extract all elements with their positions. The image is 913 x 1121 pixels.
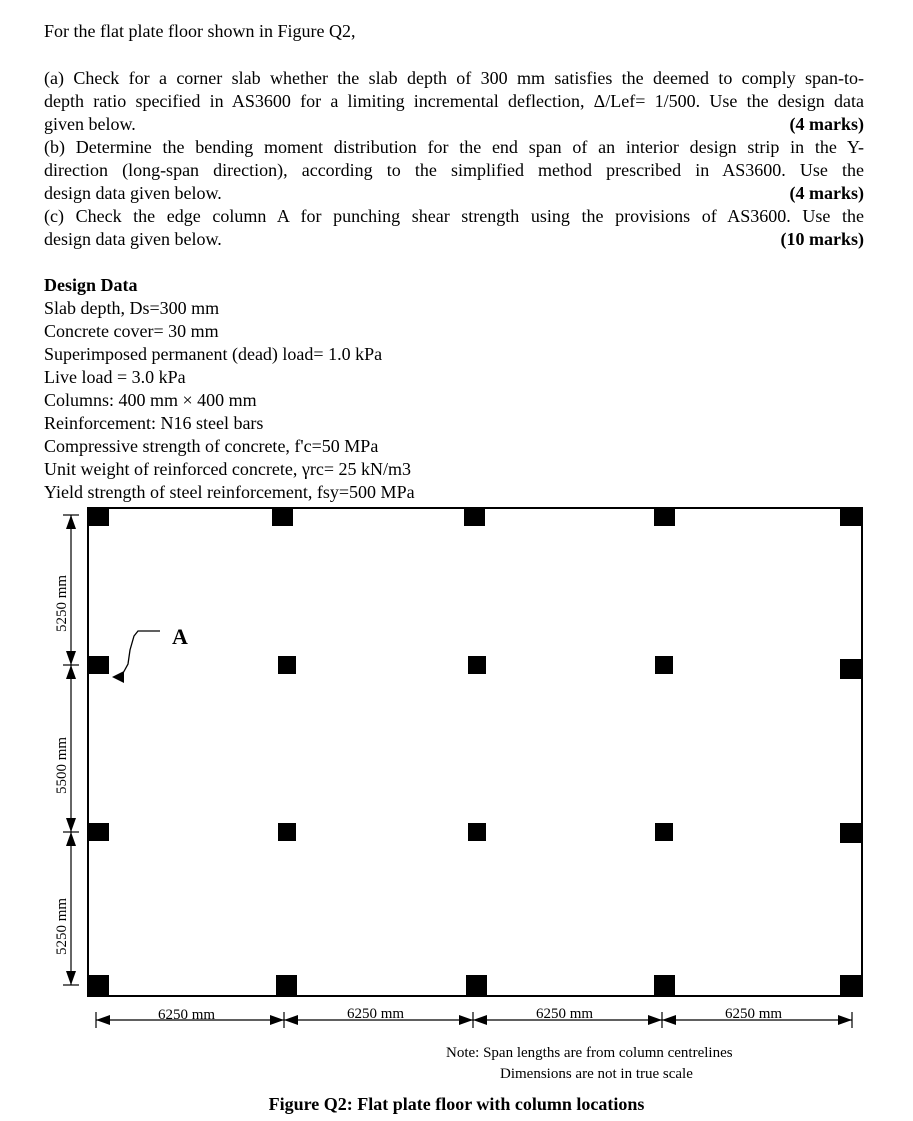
column [278,823,296,841]
column [468,656,486,674]
column [840,823,862,843]
column [468,823,486,841]
design-item-reinforcement: Reinforcement: N16 steel bars [44,413,264,433]
dim-horizontal-4: 6250 mm [725,1006,783,1022]
design-item-dead-load: Superimposed permanent (dead) load= 1.0 kPa [44,344,383,364]
column [278,656,296,674]
dim-vertical-1: 5250 mm [54,574,70,632]
part-b-marks: (4 marks) [789,183,864,203]
column [464,508,485,526]
figure-note-line-1: Note: Span lengths are from column centrelines [446,1045,733,1061]
design-item-live-load: Live load = 3.0 kPa [44,367,186,387]
design-item-unit-weight: Unit weight of reinforced concrete, γrc= 25 kN/m3 [44,459,411,479]
part-a-line-3: given below. [44,114,136,134]
column [655,656,673,674]
column [88,823,109,841]
design-item-cover: Concrete cover= 30 mm [44,321,219,341]
column [88,975,109,996]
column [840,508,862,526]
design-item-concrete-strength: Compressive strength of concrete, f'c=50 MPa [44,436,379,456]
column [840,975,862,996]
column-a-leader [122,631,160,675]
column [466,975,487,996]
column [840,659,862,679]
column [272,508,293,526]
figure-caption: Figure Q2: Flat plate floor with column locations [268,1094,645,1114]
part-a-line-1: (a) Check for a corner slab whether the slab depth of 300 mm satisfies the deemed to comply span-to- [44,68,864,88]
dim-horizontal-2: 6250 mm [347,1006,405,1022]
part-b-line-2: direction (long-span direction), according to the simplified method prescribed in AS3600. Use the [44,160,864,180]
column [654,508,675,526]
part-c-marks: (10 marks) [780,229,864,249]
part-c-line-1: (c) Check the edge column A for punching shear strength using the provisions of AS3600. Use the [44,206,864,226]
dim-vertical-3: 5250 mm [54,897,70,955]
slab-outline [88,508,862,996]
figure-note-line-2: Dimensions are not in true scale [500,1066,693,1082]
column-a-label: A [172,624,188,649]
design-item-yield-strength: Yield strength of steel reinforcement, fsy=500 MPa [44,482,415,502]
design-item-columns: Columns: 400 mm × 400 mm [44,390,257,410]
dim-horizontal-3: 6250 mm [536,1006,594,1022]
part-b-line-3: design data given below. [44,183,222,203]
part-a-marks: (4 marks) [789,114,864,134]
column [276,975,297,996]
part-b-line-1: (b) Determine the bending moment distribution for the end span of an interior design strip in the Y- [44,137,864,157]
dim-vertical-2: 5500 mm [54,736,70,794]
part-c-line-2: design data given below. [44,229,222,249]
column-a [88,656,109,674]
column-a-leader-arrowhead [112,671,124,683]
part-a-line-2: depth ratio specified in AS3600 for a limiting incremental deflection, Δ/Lef= 1/500. Use the design data [44,91,864,111]
column [654,975,675,996]
column [655,823,673,841]
intro-text: For the flat plate floor shown in Figure Q2, [44,21,356,41]
design-item-slab-depth: Slab depth, Ds=300 mm [44,298,220,318]
design-data-heading: Design Data [44,275,138,295]
column [88,508,109,526]
dim-horizontal-1: 6250 mm [158,1007,216,1023]
